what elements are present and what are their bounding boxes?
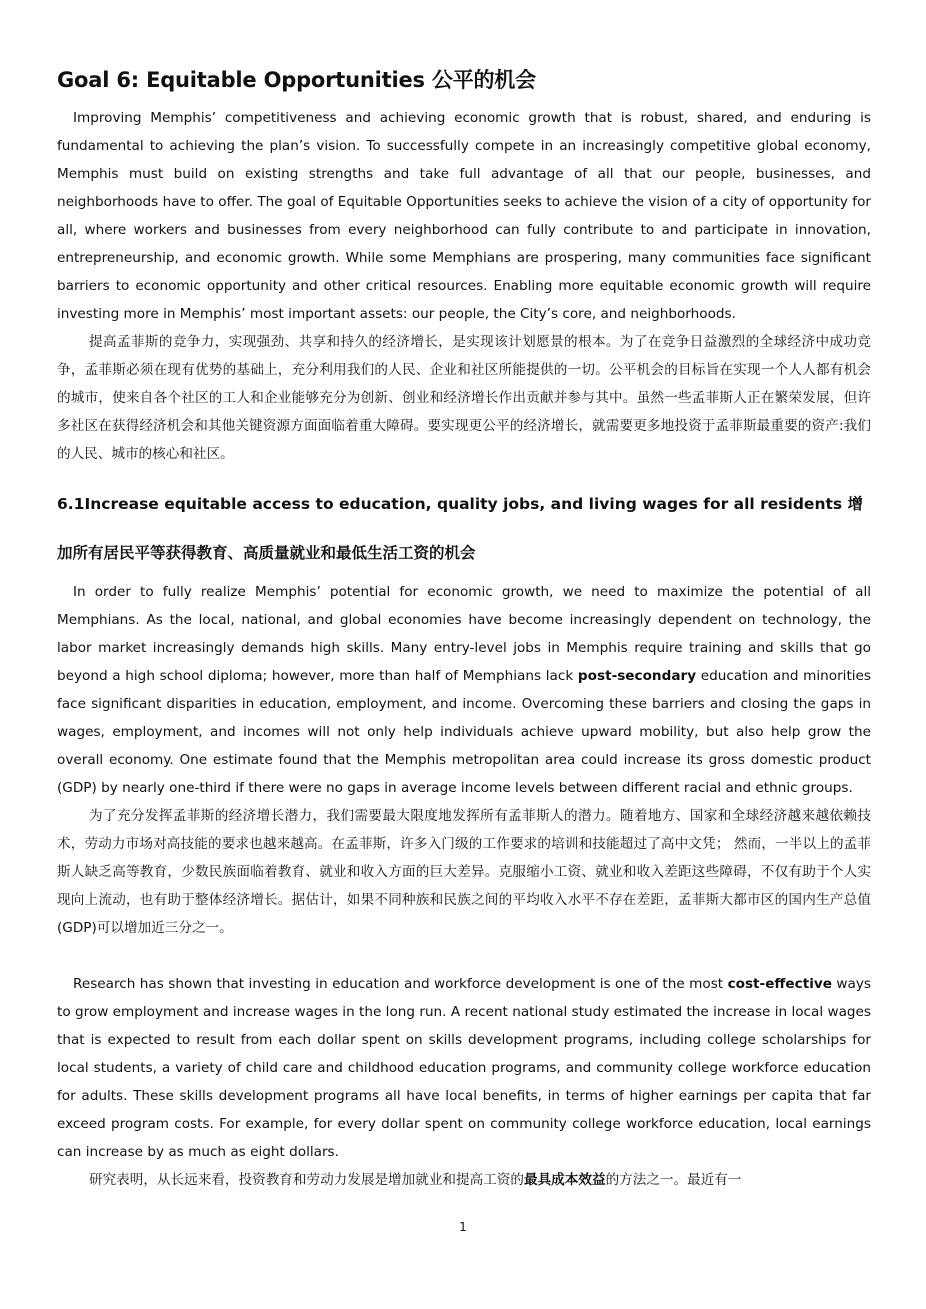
section-english-paragraph-2: Research has shown that investing in education and workforce development is one of the most cost-effective ways to grow employment and increase wages in the long run. A recent national study estimated the increase in local wages that is expected to result from each dollar spent on skills development programs, including college scholarships for local students, a variety of child care and childhood education programs, and community college workforce education for adults. These skills development programs all have local benefits, in terms of higher earnings per capita that far exceed program costs. For example, for every dollar spent on community college workforce education, local earnings can increase by as much as eight dollars.	[57, 976, 871, 1160]
document-page	[57, 64, 871, 1194]
bold-term-cost-effective-zh: 最具成本效益	[524, 1172, 606, 1188]
goal-chinese-paragraph: 提高孟菲斯的竞争力，实现强劲、共享和持久的经济增长，是实现该计划愿景的根本。为了在竞争日益激烈的全球经济中成功竞争，孟菲斯必须在现有优势的基础上，充分利用我们的人民、企业和社区所能提供的一切。公平机会的目标旨在实现一个人人都有机会的城市，使来自各个社区的工人和企业能够充分为创新、创业和经济增长作出贡献并参与其中。虽然一些孟菲斯人正在繁荣发展，但许多社区在获得经济机会和其他关键资源方面面临着重大障碍。要实现更公平的经济增长，就需要更多地投资于孟菲斯最重要的资产:我们的人民、城市的核心和社区。	[57, 334, 871, 462]
section-english-paragraph-1: In order to fully realize Memphis’ potential for economic growth, we need to maximize the potential of all Memphians. As the local, national, and global economies have become increasingly dependent on technology, the labor market increasingly demands high skills. Many entry-level jobs in Memphis require training and skills that go beyond a high school diploma; however, more than half of Memphians lack post-secondary education and minorities face significant disparities in education, employment, and income. Overcoming these barriers and closing the gaps in wages, employment, and incomes will not only help individuals achieve upward mobility, but also help grow the overall economy. One estimate found that the Memphis metropolitan area could increase its gross domestic product (GDP) by nearly one-third if there were no gaps in average income levels between different racial and ethnic groups.	[57, 584, 872, 796]
section-chinese-paragraph-2: 研究表明，从长远来看，投资教育和劳动力发展是增加就业和提高工资的最具成本效益的方法之一。最近有一	[89, 1172, 742, 1188]
goal-title: Goal 6: Equitable Opportunities 公平的机会	[57, 68, 536, 92]
goal-english-paragraph: Improving Memphis’ competitiveness and achieving economic growth that is robust, shared, and enduring is fundamental to achieving the plan’s vision. To successfully compete in an increasingly competitive global economy, Memphis must build on existing strengths and take full advantage of all that our people, businesses, and neighborhoods have to offer. The goal of Equitable Opportunities seeks to achieve the vision of a city of opportunity for all, where workers and businesses from every neighborhood can fully contribute to and participate in innovation, entrepreneurship, and economic growth. While some Memphians are prospering, many communities face significant barriers to economic opportunity and other critical resources. Enabling more equitable economic growth will require investing more in Memphis’ most important assets: our people, the City’s core, and neighborhoods.	[57, 110, 871, 322]
section-heading: 6.1Increase equitable access to education, quality jobs, and living wages for all residents 增加所有居民平等获得教育、高质量就业和最低生活工资的机会	[57, 495, 864, 562]
bold-term-cost-effective: cost-effective	[727, 976, 832, 992]
section-chinese-paragraph-1: 为了充分发挥孟菲斯的经济增长潜力，我们需要最大限度地发挥所有孟菲斯人的潜力。随着地方、国家和全球经济越来越依赖技术，劳动力市场对高技能的要求也越来越高。在孟菲斯，许多入门级的工作要求的培训和技能超过了高中文凭； 然而，一半以上的孟菲斯人缺乏高等教育，少数民族面临着教育、就业和收入方面的巨大差异。克服缩小工资、就业和收入差距这些障碍，不仅有助于个人实现向上流动，也有助于整体经济增长。据估计，如果不同种族和民族之间的平均收入水平不存在差距，孟菲斯大都市区的国内生产总值(GDP)可以增加近三分之一。	[57, 808, 871, 936]
page-number: 1	[459, 1220, 467, 1234]
bold-term-post-secondary: post-secondary	[577, 668, 697, 684]
